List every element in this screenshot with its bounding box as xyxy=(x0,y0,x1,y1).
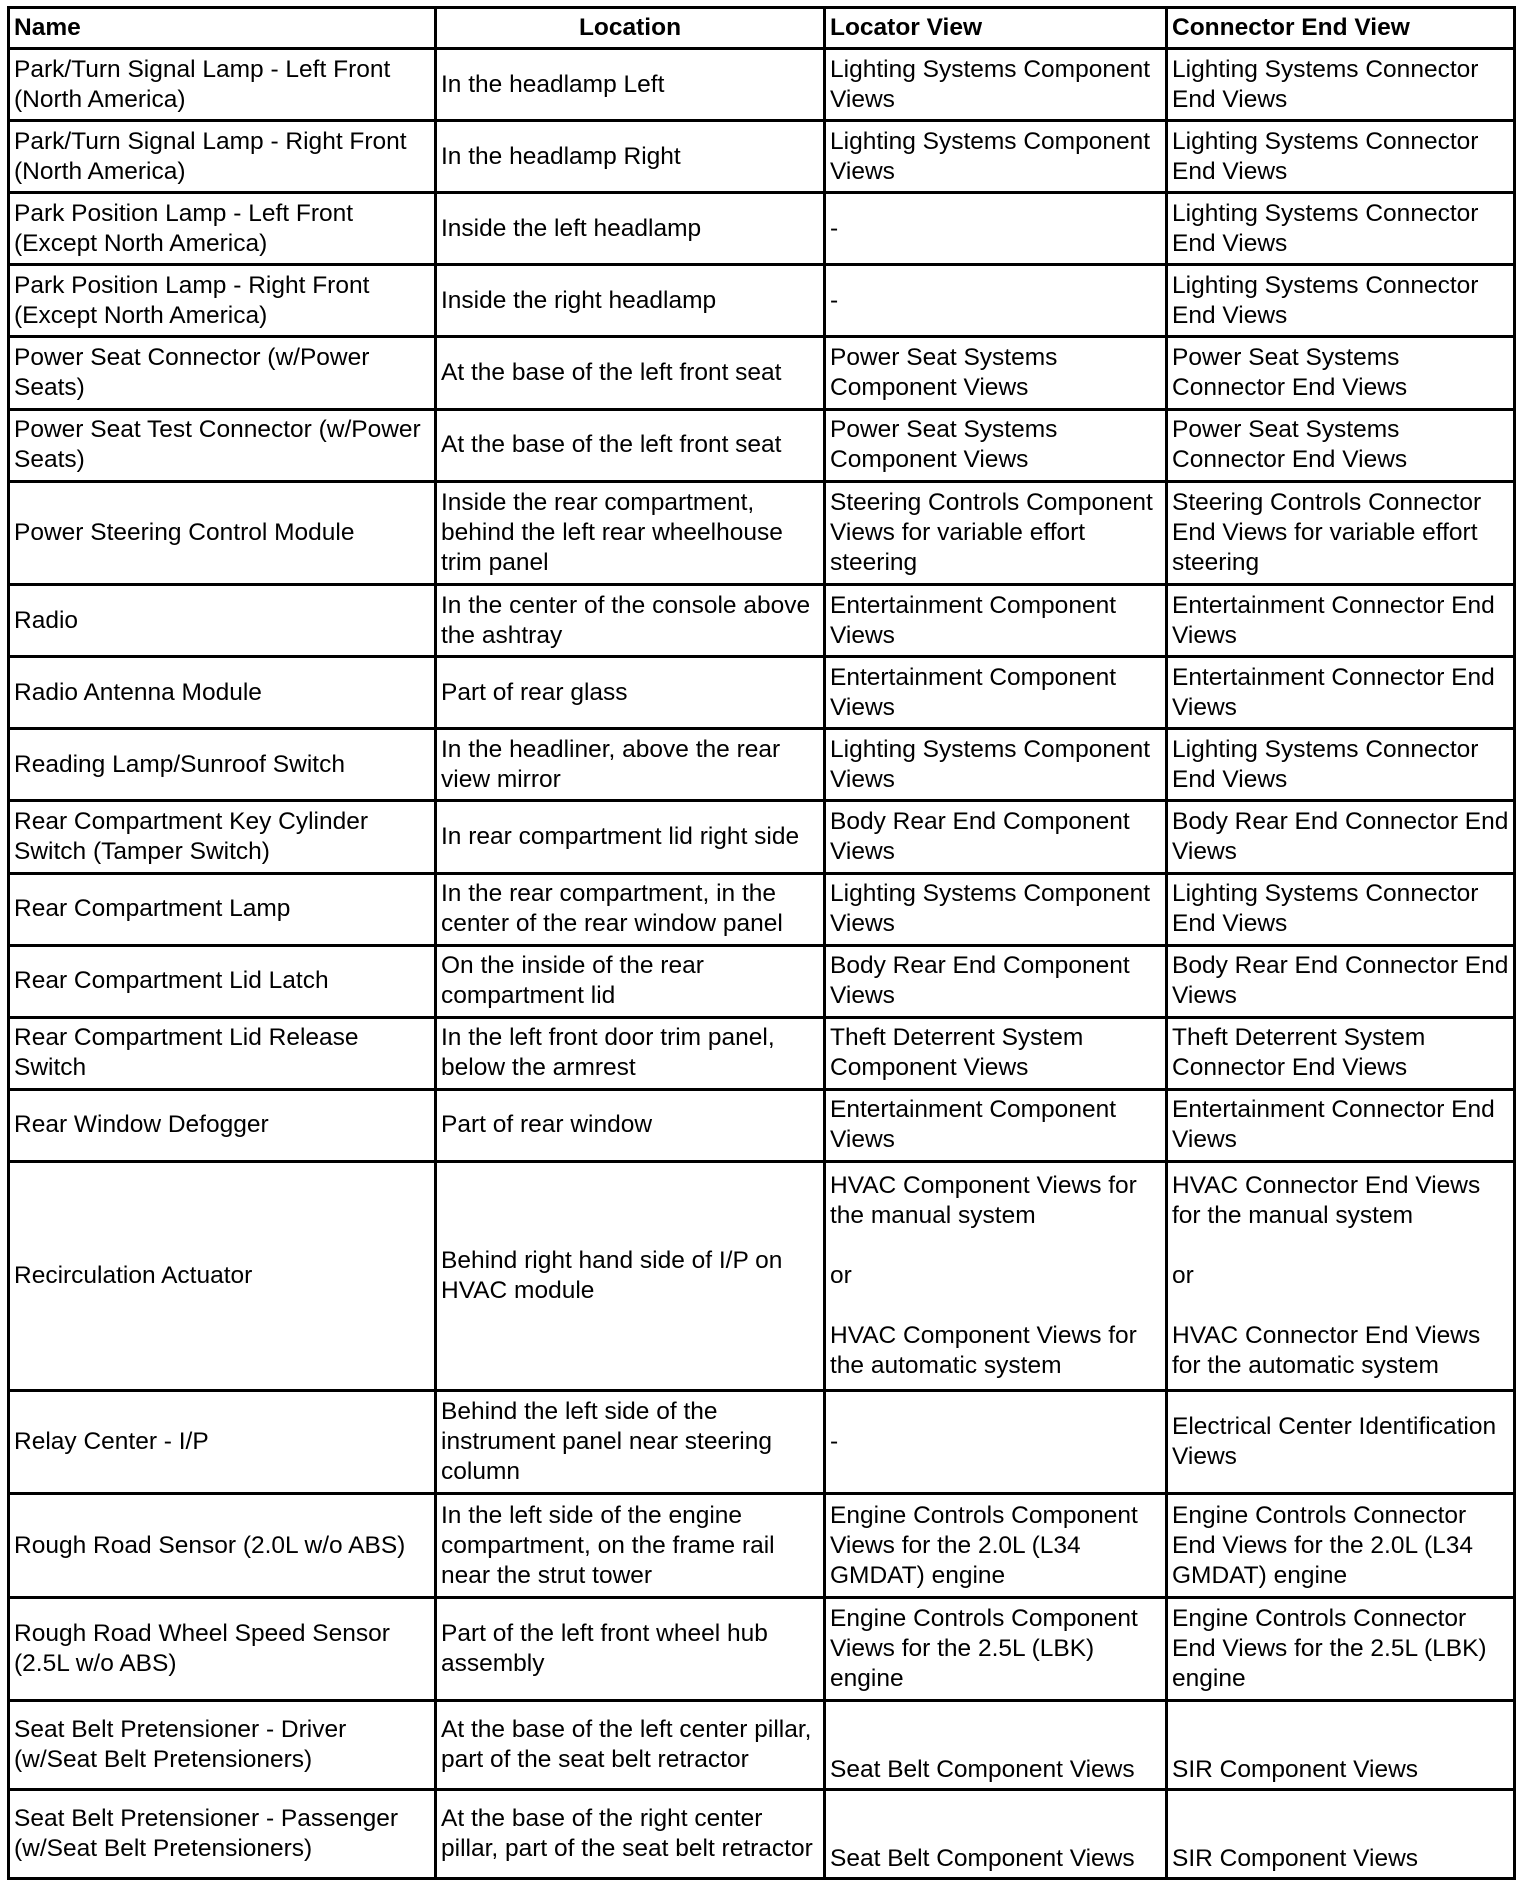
cell-connector-end-view-text: Power Seat Systems Connector End Views xyxy=(1172,416,1408,474)
cell-name-text: Rough Road Wheel Speed Sensor (2.5L w/o ABS) xyxy=(14,1619,390,1677)
cell-locator-view-text: Entertainment Component Views xyxy=(830,663,1116,721)
cell-name xyxy=(9,657,436,729)
cell-locator-view-text: Steering Controls Component Views for variable effort steering xyxy=(830,488,1153,576)
cell-name-text: Power Seat Connector (w/Power Seats) xyxy=(14,343,370,401)
component-locator-table xyxy=(7,6,1516,1880)
cell-connector-end-view-text: Entertainment Connector End Views xyxy=(1172,1096,1495,1154)
cell-location-text: Part of the left front wheel hub assembly xyxy=(441,1619,768,1677)
cell-location xyxy=(436,481,825,584)
cell-locator-view-text: Power Seat Systems Component Views xyxy=(830,343,1058,401)
cell-connector-end-view xyxy=(1167,1161,1515,1390)
table-row xyxy=(9,193,1515,265)
cell-connector-end-view xyxy=(1167,1089,1515,1161)
cell-name xyxy=(9,1161,436,1390)
table-row xyxy=(9,585,1515,657)
cell-name xyxy=(9,265,436,337)
cell-connector-end-view xyxy=(1167,1017,1515,1089)
cell-connector-end-view-text: Entertainment Connector End Views xyxy=(1172,591,1495,649)
cell-location-text: Inside the rear compartment, behind the left rear wheelhouse trim panel xyxy=(441,488,783,576)
cell-location-text: In the left side of the engine compartment, on the frame rail near the strut tower xyxy=(441,1501,775,1589)
cell-connector-end-view-text: Power Seat Systems Connector End Views xyxy=(1172,343,1408,401)
cell-location-text: Inside the right headlamp xyxy=(441,286,717,314)
cell-location xyxy=(436,1161,825,1390)
cell-location-text: Inside the left headlamp xyxy=(441,214,702,242)
cell-name xyxy=(9,585,436,657)
cell-name-text: Rear Compartment Key Cylinder Switch (Tamper Switch) xyxy=(14,807,369,865)
cell-connector-end-view xyxy=(1167,1597,1515,1700)
cell-name xyxy=(9,337,436,409)
cell-name xyxy=(9,121,436,193)
cell-connector-end-view-text: Theft Deterrent System Connector End Views xyxy=(1172,1024,1426,1082)
cell-connector-end-view-text: Lighting Systems Connector End Views xyxy=(1172,271,1479,329)
cell-location-text: At the base of the left front seat xyxy=(441,358,782,386)
cell-connector-end-view-text: Lighting Systems Connector End Views xyxy=(1172,880,1479,938)
cell-locator-view xyxy=(825,1790,1167,1879)
cell-name xyxy=(9,1494,436,1597)
cell-connector-end-view-text: SIR Component Views xyxy=(1172,1756,1419,1784)
cell-connector-end-view xyxy=(1167,873,1515,945)
cell-locator-view xyxy=(825,337,1167,409)
cell-location-text: In the headlamp Left xyxy=(441,70,665,98)
table-row xyxy=(9,1390,1515,1493)
cell-locator-view xyxy=(825,409,1167,481)
cell-locator-view-text: - xyxy=(830,286,839,314)
cell-location xyxy=(436,121,825,193)
cell-location-text: Part of rear window xyxy=(441,1111,653,1139)
cell-connector-end-view xyxy=(1167,945,1515,1017)
cell-connector-end-view xyxy=(1167,481,1515,584)
cell-location xyxy=(436,801,825,873)
cell-name xyxy=(9,729,436,801)
cell-name-text: Radio Antenna Module xyxy=(14,678,262,706)
cell-connector-end-view xyxy=(1167,265,1515,337)
cell-locator-view xyxy=(825,1597,1167,1700)
cell-connector-end-view-text: Engine Controls Connector End Views for the 2.0L (L34 GMDAT) engine xyxy=(1172,1501,1473,1589)
cell-locator-view-text: Body Rear End Component Views xyxy=(830,807,1130,865)
cell-location xyxy=(436,585,825,657)
cell-location xyxy=(436,1701,825,1790)
cell-connector-end-view-text: Body Rear End Connector End Views xyxy=(1172,807,1509,865)
cell-locator-view-text: Lighting Systems Component Views xyxy=(830,880,1151,938)
cell-location xyxy=(436,1790,825,1879)
cell-location-text: Behind the left side of the instrument panel near steering column xyxy=(441,1398,772,1486)
cell-location-text: At the base of the left center pillar, part of the seat belt retractor xyxy=(441,1716,812,1774)
cell-connector-end-view-text: HVAC Connector End Views for the manual system or HVAC Connector End Views for the automatic system xyxy=(1172,1171,1481,1379)
table-row xyxy=(9,1017,1515,1089)
cell-connector-end-view-text: Engine Controls Connector End Views for the 2.5L (LBK) engine xyxy=(1172,1604,1487,1692)
cell-name xyxy=(9,49,436,121)
cell-name-text: Relay Center - I/P xyxy=(14,1428,209,1456)
cell-locator-view xyxy=(825,657,1167,729)
cell-name xyxy=(9,409,436,481)
cell-connector-end-view xyxy=(1167,1494,1515,1597)
cell-connector-end-view-text: Lighting Systems Connector End Views xyxy=(1172,55,1479,113)
cell-locator-view xyxy=(825,945,1167,1017)
cell-location xyxy=(436,49,825,121)
cell-locator-view xyxy=(825,481,1167,584)
table-row xyxy=(9,1089,1515,1161)
cell-name-text: Power Seat Test Connector (w/Power Seats) xyxy=(14,416,421,474)
table-row xyxy=(9,657,1515,729)
cell-locator-view-text: Lighting Systems Component Views xyxy=(830,127,1151,185)
cell-name xyxy=(9,1390,436,1493)
cell-location-text: In the headlamp Right xyxy=(441,142,681,170)
cell-locator-view xyxy=(825,121,1167,193)
table-row xyxy=(9,1790,1515,1879)
cell-connector-end-view xyxy=(1167,193,1515,265)
cell-name xyxy=(9,1701,436,1790)
cell-locator-view xyxy=(825,729,1167,801)
cell-locator-view-text: HVAC Component Views for the manual system or HVAC Component Views for the automatic system xyxy=(830,1171,1137,1379)
cell-location-text: Part of rear glass xyxy=(441,678,628,706)
cell-locator-view-text: Lighting Systems Component Views xyxy=(830,735,1151,793)
cell-name xyxy=(9,1017,436,1089)
cell-location-text: On the inside of the rear compartment lid xyxy=(441,952,704,1010)
table-row xyxy=(9,1494,1515,1597)
table-row xyxy=(9,1597,1515,1700)
cell-location xyxy=(436,337,825,409)
cell-locator-view xyxy=(825,873,1167,945)
cell-locator-view xyxy=(825,193,1167,265)
cell-connector-end-view-text: Lighting Systems Connector End Views xyxy=(1172,735,1479,793)
cell-location-text: Behind right hand side of I/P on HVAC module xyxy=(441,1246,783,1304)
cell-locator-view xyxy=(825,1161,1167,1390)
cell-connector-end-view xyxy=(1167,49,1515,121)
cell-location xyxy=(436,729,825,801)
cell-locator-view-text: Power Seat Systems Component Views xyxy=(830,416,1058,474)
cell-name xyxy=(9,193,436,265)
cell-location xyxy=(436,1017,825,1089)
header-connector-end-view: Connector End View xyxy=(1167,8,1515,49)
cell-connector-end-view xyxy=(1167,1790,1515,1879)
cell-name xyxy=(9,1597,436,1700)
cell-locator-view-text: - xyxy=(830,1428,839,1456)
cell-name-text: Radio xyxy=(14,606,79,634)
cell-name-text: Power Steering Control Module xyxy=(14,518,355,546)
cell-location xyxy=(436,945,825,1017)
table-row xyxy=(9,1701,1515,1790)
cell-connector-end-view-text: Steering Controls Connector End Views for variable effort steering xyxy=(1172,488,1482,576)
cell-locator-view-text: Seat Belt Component Views xyxy=(830,1756,1135,1784)
cell-connector-end-view-text: Lighting Systems Connector End Views xyxy=(1172,199,1479,257)
cell-location-text: In the rear compartment, in the center of the rear window panel xyxy=(441,880,783,938)
cell-connector-end-view xyxy=(1167,585,1515,657)
cell-connector-end-view-text: Lighting Systems Connector End Views xyxy=(1172,127,1479,185)
cell-locator-view-text: Lighting Systems Component Views xyxy=(830,55,1151,113)
table-body xyxy=(9,49,1515,1879)
cell-locator-view xyxy=(825,585,1167,657)
cell-locator-view-text: Engine Controls Component Views for the 2.0L (L34 GMDAT) engine xyxy=(830,1501,1138,1589)
cell-connector-end-view-text: Body Rear End Connector End Views xyxy=(1172,952,1509,1010)
cell-locator-view xyxy=(825,1089,1167,1161)
cell-name xyxy=(9,1089,436,1161)
cell-locator-view xyxy=(825,801,1167,873)
cell-location xyxy=(436,1089,825,1161)
cell-location-text: At the base of the right center pillar, part of the seat belt retractor xyxy=(441,1805,813,1863)
cell-location xyxy=(436,873,825,945)
cell-name xyxy=(9,801,436,873)
header-location: Location xyxy=(436,8,825,49)
cell-location xyxy=(436,193,825,265)
cell-name-text: Rear Window Defogger xyxy=(14,1111,269,1139)
cell-name-text: Rear Compartment Lid Release Switch xyxy=(14,1024,359,1082)
cell-connector-end-view xyxy=(1167,121,1515,193)
cell-name xyxy=(9,481,436,584)
cell-location xyxy=(436,265,825,337)
cell-locator-view xyxy=(825,265,1167,337)
cell-location xyxy=(436,1597,825,1700)
cell-locator-view-text: Engine Controls Component Views for the 2.5L (LBK) engine xyxy=(830,1604,1138,1692)
cell-connector-end-view-text: Entertainment Connector End Views xyxy=(1172,663,1495,721)
cell-locator-view-text: - xyxy=(830,214,839,242)
cell-connector-end-view xyxy=(1167,801,1515,873)
cell-name-text: Park/Turn Signal Lamp - Right Front (North America) xyxy=(14,127,407,185)
table-row xyxy=(9,337,1515,409)
cell-location-text: In the left front door trim panel, below the armrest xyxy=(441,1024,775,1082)
cell-connector-end-view xyxy=(1167,409,1515,481)
cell-locator-view-text: Body Rear End Component Views xyxy=(830,952,1130,1010)
table-row xyxy=(9,945,1515,1017)
header-row xyxy=(9,8,1515,49)
cell-location-text: At the base of the left front seat xyxy=(441,431,782,459)
cell-locator-view xyxy=(825,1017,1167,1089)
cell-locator-view-text: Entertainment Component Views xyxy=(830,1096,1116,1154)
cell-location xyxy=(436,657,825,729)
table-row xyxy=(9,729,1515,801)
cell-connector-end-view xyxy=(1167,337,1515,409)
table-row xyxy=(9,1161,1515,1390)
cell-name-text: Rear Compartment Lid Latch xyxy=(14,967,329,995)
cell-location-text: In rear compartment lid right side xyxy=(441,822,800,850)
header-locator-view: Locator View xyxy=(825,8,1167,49)
cell-name-text: Seat Belt Pretensioner - Passenger (w/Seat Belt Pretensioners) xyxy=(14,1805,399,1863)
cell-name-text: Recirculation Actuator xyxy=(14,1261,253,1289)
table-row xyxy=(9,409,1515,481)
cell-name xyxy=(9,945,436,1017)
table-row xyxy=(9,801,1515,873)
header-name: Name xyxy=(9,8,436,49)
cell-location-text: In the center of the console above the ashtray xyxy=(441,591,811,649)
cell-locator-view xyxy=(825,49,1167,121)
cell-name-text: Park/Turn Signal Lamp - Left Front (North America) xyxy=(14,55,391,113)
table-row xyxy=(9,265,1515,337)
table-row xyxy=(9,49,1515,121)
cell-name xyxy=(9,1790,436,1879)
cell-location-text: In the headliner, above the rear view mirror xyxy=(441,735,781,793)
table-header xyxy=(9,8,1515,49)
table-row xyxy=(9,481,1515,584)
cell-locator-view-text: Theft Deterrent System Component Views xyxy=(830,1024,1084,1082)
cell-name xyxy=(9,873,436,945)
cell-name-text: Park Position Lamp - Left Front (Except North America) xyxy=(14,199,354,257)
cell-name-text: Rear Compartment Lamp xyxy=(14,895,291,923)
cell-name-text: Park Position Lamp - Right Front (Except North America) xyxy=(14,271,370,329)
cell-locator-view xyxy=(825,1390,1167,1493)
cell-location xyxy=(436,409,825,481)
cell-connector-end-view xyxy=(1167,1701,1515,1790)
cell-connector-end-view-text: SIR Component Views xyxy=(1172,1845,1419,1872)
cell-locator-view xyxy=(825,1494,1167,1597)
cell-locator-view xyxy=(825,1701,1167,1790)
cell-name-text: Rough Road Sensor (2.0L w/o ABS) xyxy=(14,1531,406,1559)
cell-connector-end-view-text: Electrical Center Identification Views xyxy=(1172,1413,1497,1471)
cell-location xyxy=(436,1494,825,1597)
cell-connector-end-view xyxy=(1167,1390,1515,1493)
cell-location xyxy=(436,1390,825,1493)
table-row xyxy=(9,121,1515,193)
table-row xyxy=(9,873,1515,945)
cell-connector-end-view xyxy=(1167,657,1515,729)
cell-connector-end-view xyxy=(1167,729,1515,801)
cell-locator-view-text: Entertainment Component Views xyxy=(830,591,1116,649)
cell-locator-view-text: Seat Belt Component Views xyxy=(830,1845,1135,1872)
cell-name-text: Reading Lamp/Sunroof Switch xyxy=(14,750,345,778)
cell-name-text: Seat Belt Pretensioner - Driver (w/Seat Belt Pretensioners) xyxy=(14,1716,347,1774)
